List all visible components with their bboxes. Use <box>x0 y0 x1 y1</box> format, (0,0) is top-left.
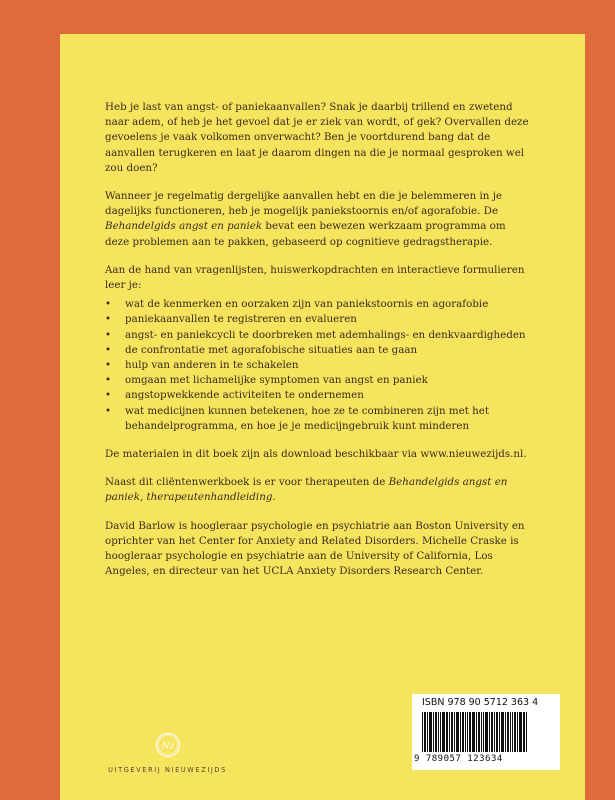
therapist-text-a: Naast dit cliëntenwerkboek is er voor therapeuten de <box>105 476 389 489</box>
therapist-title-italic: Behandelgids angst en paniek, therapeutenhandleiding <box>105 476 508 504</box>
description-text-a: Wanneer je regelmatig dergelijke aanvallen hebt en die je belemmeren in je dagelijks functioneren, heb je mogelijk paniekstoornis en/of agorafobie. De <box>105 190 502 218</box>
barcode-digits: 9 789057 123634 <box>414 754 503 764</box>
book-title-italic: Behandelgids angst en paniek <box>105 220 263 233</box>
list-item: • omgaan met lichamelijke symptomen van angst en paniek <box>105 373 530 388</box>
publisher-logo-text: Nz <box>161 741 175 752</box>
learn-intro-paragraph: Aan de hand van vragenlijsten, huiswerkopdrachten en interactieve formulieren leer je: <box>105 263 525 292</box>
authors-paragraph: David Barlow is hoogleraar psychologie en psychiatrie aan Boston University en oprichter van het Center for Anxiety and Related Disorders. Michelle Craske is hoogleraar psychologie en psychiatrie aan de University of California, Los Angeles, en directeur van het UCLA Anxiety Disorders Research Center. <box>105 519 525 578</box>
list-item: • angstopwekkende activiteiten te ondernemen <box>105 388 530 403</box>
list-item: • wat medicijnen kunnen betekenen, hoe ze te combineren zijn met het behandelprogramma, en hoe je je medicijngebruik kunt minderen <box>105 404 530 434</box>
learn-list <box>105 297 530 434</box>
publisher-logo-icon <box>155 732 181 758</box>
isbn-label: ISBN 978 90 5712 363 4 <box>422 697 539 708</box>
download-paragraph: De materialen in dit boek zijn als download beschikbaar via www.nieuwezijds.nl. <box>105 448 527 461</box>
list-item: • angst- en paniekcycli te doorbreken met ademhalings- en denkvaardigheden <box>105 328 530 343</box>
description-paragraph <box>105 189 530 250</box>
therapist-paragraph <box>105 475 530 505</box>
back-cover-text <box>105 100 530 592</box>
list-item: • hulp van anderen in te schakelen <box>105 358 530 373</box>
publisher-name: UITGEVERIJ NIEUWEZIJDS <box>108 766 227 774</box>
list-item: • wat de kenmerken en oorzaken zijn van paniekstoornis en agorafobie <box>105 297 530 312</box>
intro-paragraph: Heb je last van angst- of paniekaanvallen? Snak je daarbij trillend en zwetend naar adem, of heb je het gevoel dat je er ziek van wordt, of gek? Overvallen deze gevoelens je vaak volkomen onverwacht? Ben je voortdurend bang dat de aanvallen terugkeren en laat je daarom dingen na die je normaal gesproken wel zou doen? <box>105 101 529 174</box>
barcode-box <box>412 694 560 770</box>
list-item: • paniekaanvallen te registreren en evalueren <box>105 312 530 327</box>
therapist-text-b: . <box>272 491 276 504</box>
barcode-icon <box>422 712 550 752</box>
description-text-b: bevat een bewezen werkzaam programma om deze problemen aan te pakken, gebaseerd op cognitieve gedragstherapie. <box>105 220 506 248</box>
list-item: • de confrontatie met agorafobische situaties aan te gaan <box>105 343 530 358</box>
